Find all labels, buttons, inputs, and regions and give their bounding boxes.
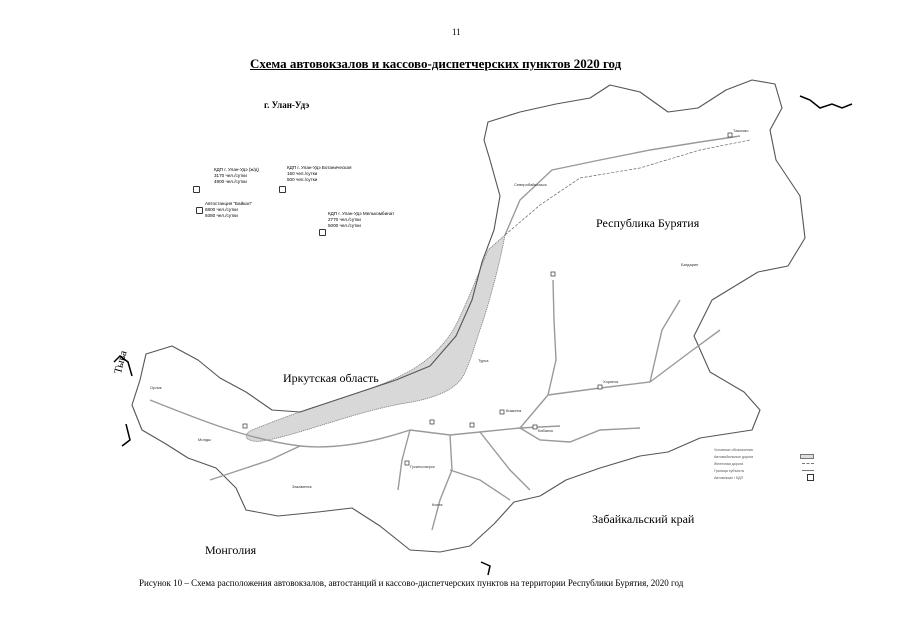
station-name: КДП г. Улан-Удэ Мелькомбинат — [328, 211, 395, 216]
town-label: Кяхта — [432, 502, 443, 507]
town-label: Таксимо — [733, 128, 749, 133]
legend-label: Железная дорога — [714, 461, 744, 466]
legend-row — [714, 474, 814, 481]
map-legend — [714, 447, 814, 481]
station-value: 4900 чел./сутки — [214, 179, 247, 184]
station-value: 9380 чел./сутки — [205, 213, 238, 218]
boundary-symbol-icon — [802, 470, 814, 471]
legend-row — [714, 460, 814, 467]
legend-label: Автомобильные дороги — [714, 454, 754, 459]
station-value: 160 чел./сутки — [287, 171, 318, 176]
town-label: Монды — [198, 437, 212, 442]
border-tyva-south — [122, 424, 130, 446]
border-mongolia — [481, 562, 490, 575]
station-value: 6800 чел./сутки — [205, 207, 238, 212]
legend-row — [714, 453, 814, 460]
region-label-irkutsk: Иркутская область — [283, 371, 379, 385]
station-value: 5000 чел./сутки — [328, 223, 361, 228]
station-value: 3170 чел./сутки — [214, 173, 247, 178]
town-label: Закаменск — [292, 484, 312, 489]
station-value: 2770 чел./сутки — [328, 217, 361, 222]
town-label: Кабанск — [538, 428, 553, 433]
roads — [150, 136, 740, 530]
station-name: КДП г. Улан-Удэ (ж/д) — [214, 167, 259, 172]
town-label: Багдарин — [681, 262, 699, 267]
town-label: Турка — [478, 358, 489, 363]
station-name: КДП г. Улан-Удэ Ботаническая — [287, 165, 352, 170]
legend-heading: Условные обозначения — [714, 448, 753, 452]
region-label-tyva: Тыва — [112, 349, 130, 376]
city-heading: г. Улан-Удэ — [264, 100, 310, 110]
region-label-buryatia: Республика Бурятия — [596, 216, 700, 230]
legend-label: Граница субъекта — [714, 468, 744, 473]
town-label: Кижинга — [506, 408, 522, 413]
map-title: Схема автовокзалов и кассово-диспетчерских пунктов 2020 год — [250, 56, 622, 71]
border-northeast — [800, 96, 852, 108]
legend-row — [714, 467, 814, 474]
region-label-mongolia: Монголия — [205, 543, 257, 557]
bus-station-icon — [807, 474, 814, 481]
legend-label: Автовокзал / КДП — [714, 475, 744, 480]
railway-symbol-icon — [802, 463, 814, 464]
region-label-zabaikal: Забайкальский край — [592, 512, 695, 526]
town-label: Хоринск — [603, 379, 619, 384]
station-value: 500 чел./сутки — [287, 177, 318, 182]
town-label: Орлик — [150, 385, 162, 390]
town-label: Северобайкальск — [514, 182, 547, 187]
station-name: Автостанция "Байкал" — [205, 201, 253, 206]
page-number: 11 — [452, 27, 461, 37]
town-label: Гусиноозерск — [410, 464, 435, 469]
road-symbol-icon — [800, 454, 814, 459]
figure-caption: Рисунок 10 – Схема расположения автовокзалов, автостанций и кассово-диспетчерских пунктов на территории Республики Бурятия, 2020 год — [139, 578, 684, 588]
